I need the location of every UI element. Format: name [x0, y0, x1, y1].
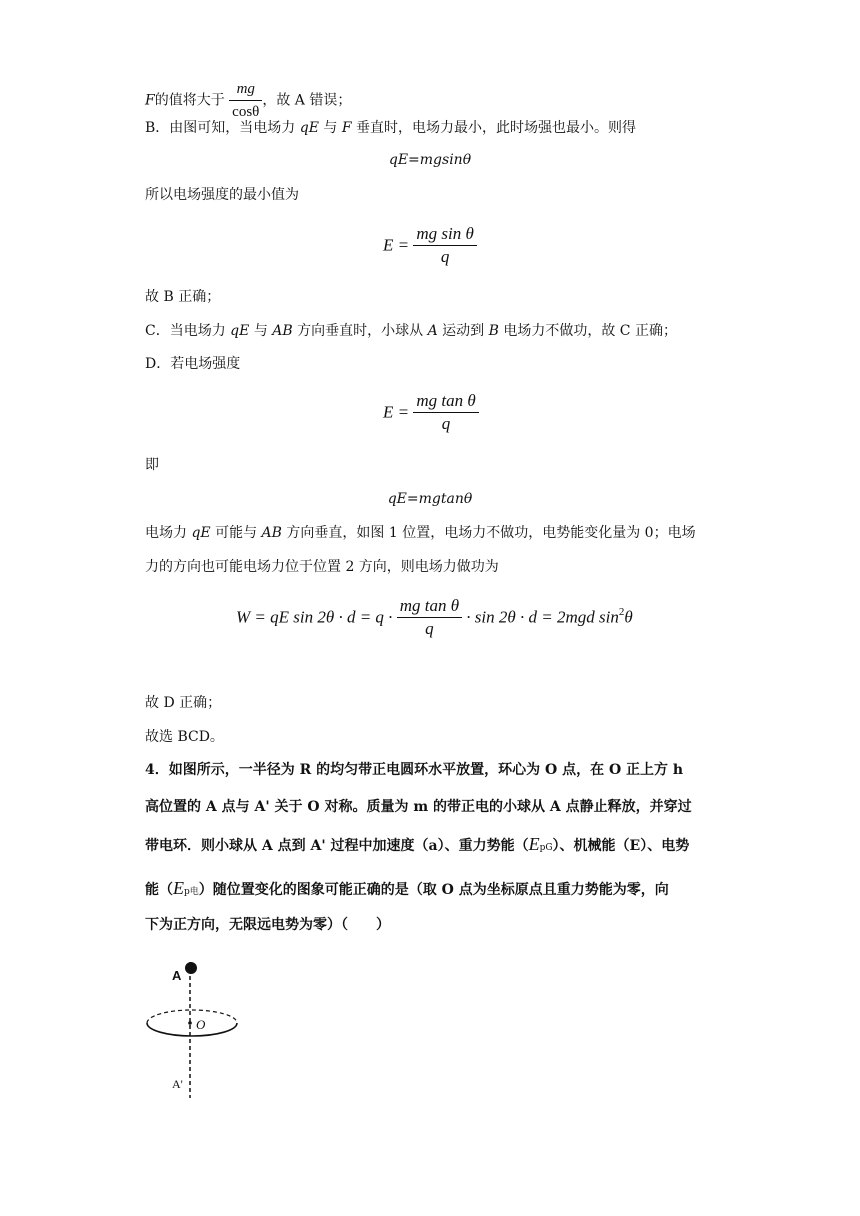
var-A: A	[427, 323, 438, 339]
fraction-numerator: mg	[229, 78, 262, 101]
text-segment: 电场力	[145, 525, 187, 541]
text-segment: 垂直时，电场力最小，此时场强也最小。则得	[356, 120, 637, 136]
fraction-numerator: mg tan θ	[397, 595, 462, 618]
text-segment: 电场力不做功，故 C 正确；	[503, 323, 677, 339]
question-4-line5: 下为正方向，无限远电势为零）（ ）	[145, 917, 390, 933]
center-point-O	[188, 1021, 192, 1025]
text-segment: 方向垂直时，小球从	[297, 323, 424, 339]
label-A: A	[172, 968, 182, 983]
text-b-correct: 故 B 正确；	[145, 289, 221, 305]
equation-part: W = qE sin 2θ · d = q ·	[236, 607, 393, 627]
fraction-denominator: q	[440, 247, 450, 266]
var-B: B	[488, 323, 499, 339]
equation-part: θ	[624, 607, 633, 627]
text-line-f-value	[145, 78, 351, 123]
fraction	[397, 595, 462, 640]
text-d-correct: 故 D 正确；	[145, 695, 222, 711]
exponent: 2	[618, 605, 625, 618]
fraction-denominator: q	[441, 414, 451, 433]
equation-lhs: E =	[383, 235, 410, 255]
text-segment: 的值将大于	[154, 92, 225, 109]
text-segment: 方向垂直，如图 1 位置，电场力不做功，电势能变化量为 0；电场	[286, 525, 696, 541]
fraction	[413, 223, 476, 268]
question-4-line4	[145, 878, 725, 902]
text-segment: 运动到	[442, 323, 485, 339]
fraction-numerator: mg tan θ	[413, 390, 478, 413]
text-answer-bcd: 故选 BCD。	[145, 729, 224, 745]
var-qE: qE	[191, 525, 211, 541]
fraction-denominator: cosθ	[232, 104, 260, 120]
text-segment: 带电环．则小球从 A 点到 A' 过程中加速度（a）、重力势能（	[145, 838, 529, 854]
var-qE: qE	[299, 120, 319, 136]
equation-part: · sin 2θ · d = 2mgd sin	[466, 607, 619, 627]
text-min-field: 所以电场强度的最小值为	[145, 187, 299, 203]
ring-back-half	[147, 1010, 237, 1023]
label-O: O	[196, 1017, 206, 1032]
text-segment: 与	[323, 120, 338, 136]
text-paragraph-line1	[145, 523, 696, 543]
var-AB: AB	[261, 525, 282, 541]
text-ji: 即	[145, 457, 159, 473]
var-F: F	[145, 92, 155, 109]
equation-qE-mgtan: qE=mgtanθ	[387, 491, 473, 507]
question-4-line2: 高位置的 A 点与 A' 关于 O 对称。质量为 m 的带正电的小球从 A 点静止释放，并穿过	[145, 799, 692, 815]
equation-E-tan	[383, 390, 479, 435]
option-c-line	[145, 321, 677, 341]
var-F: F	[341, 120, 352, 136]
subscript: pG	[539, 843, 553, 853]
text-segment: C．当电场力	[145, 323, 226, 339]
text-segment: 与	[253, 323, 268, 339]
option-b-line	[145, 118, 636, 138]
symbol-E: E	[173, 878, 184, 898]
equation-lhs: E =	[383, 402, 410, 422]
text-segment: B．由图可知，当电场力	[145, 120, 296, 136]
symbol-E: E	[528, 834, 540, 854]
option-d-line: D．若电场强度	[145, 356, 241, 372]
fraction-denominator: q	[425, 619, 434, 638]
subscript: p电	[184, 887, 199, 897]
var-AB: AB	[272, 323, 293, 339]
text-segment: ）随位置变化的图象可能正确的是（取 O 点为坐标原点且重力势能为零，向	[198, 882, 669, 898]
fraction-mg-cos	[229, 78, 262, 123]
text-segment: 能（	[145, 882, 173, 898]
text-segment: 可能与	[215, 525, 258, 541]
equation-E-sin	[383, 223, 477, 268]
ring-front-half	[147, 1023, 237, 1036]
text-segment: ）、机械能（E）、电势	[552, 838, 690, 854]
ring-diagram	[140, 950, 250, 1100]
ball-A	[185, 962, 197, 974]
question-4-line1: 4．如图所示，一半径为 R 的均匀带正电圆环水平放置，环心为 O 点，在 O 正上方 h	[145, 762, 684, 778]
equation-work	[236, 595, 633, 640]
fraction	[413, 390, 478, 435]
label-A-prime: A'	[172, 1077, 183, 1091]
question-4-line3	[145, 834, 725, 858]
var-qE: qE	[230, 323, 250, 339]
equation-qE-mgsin: qE=mgsinθ	[388, 152, 472, 168]
fraction-numerator: mg sin θ	[413, 223, 476, 246]
text-paragraph-line2: 力的方向也可能电场力位于位置 2 方向，则电场力做功为	[145, 559, 499, 575]
text-segment: ，故 A 错误；	[262, 92, 352, 109]
